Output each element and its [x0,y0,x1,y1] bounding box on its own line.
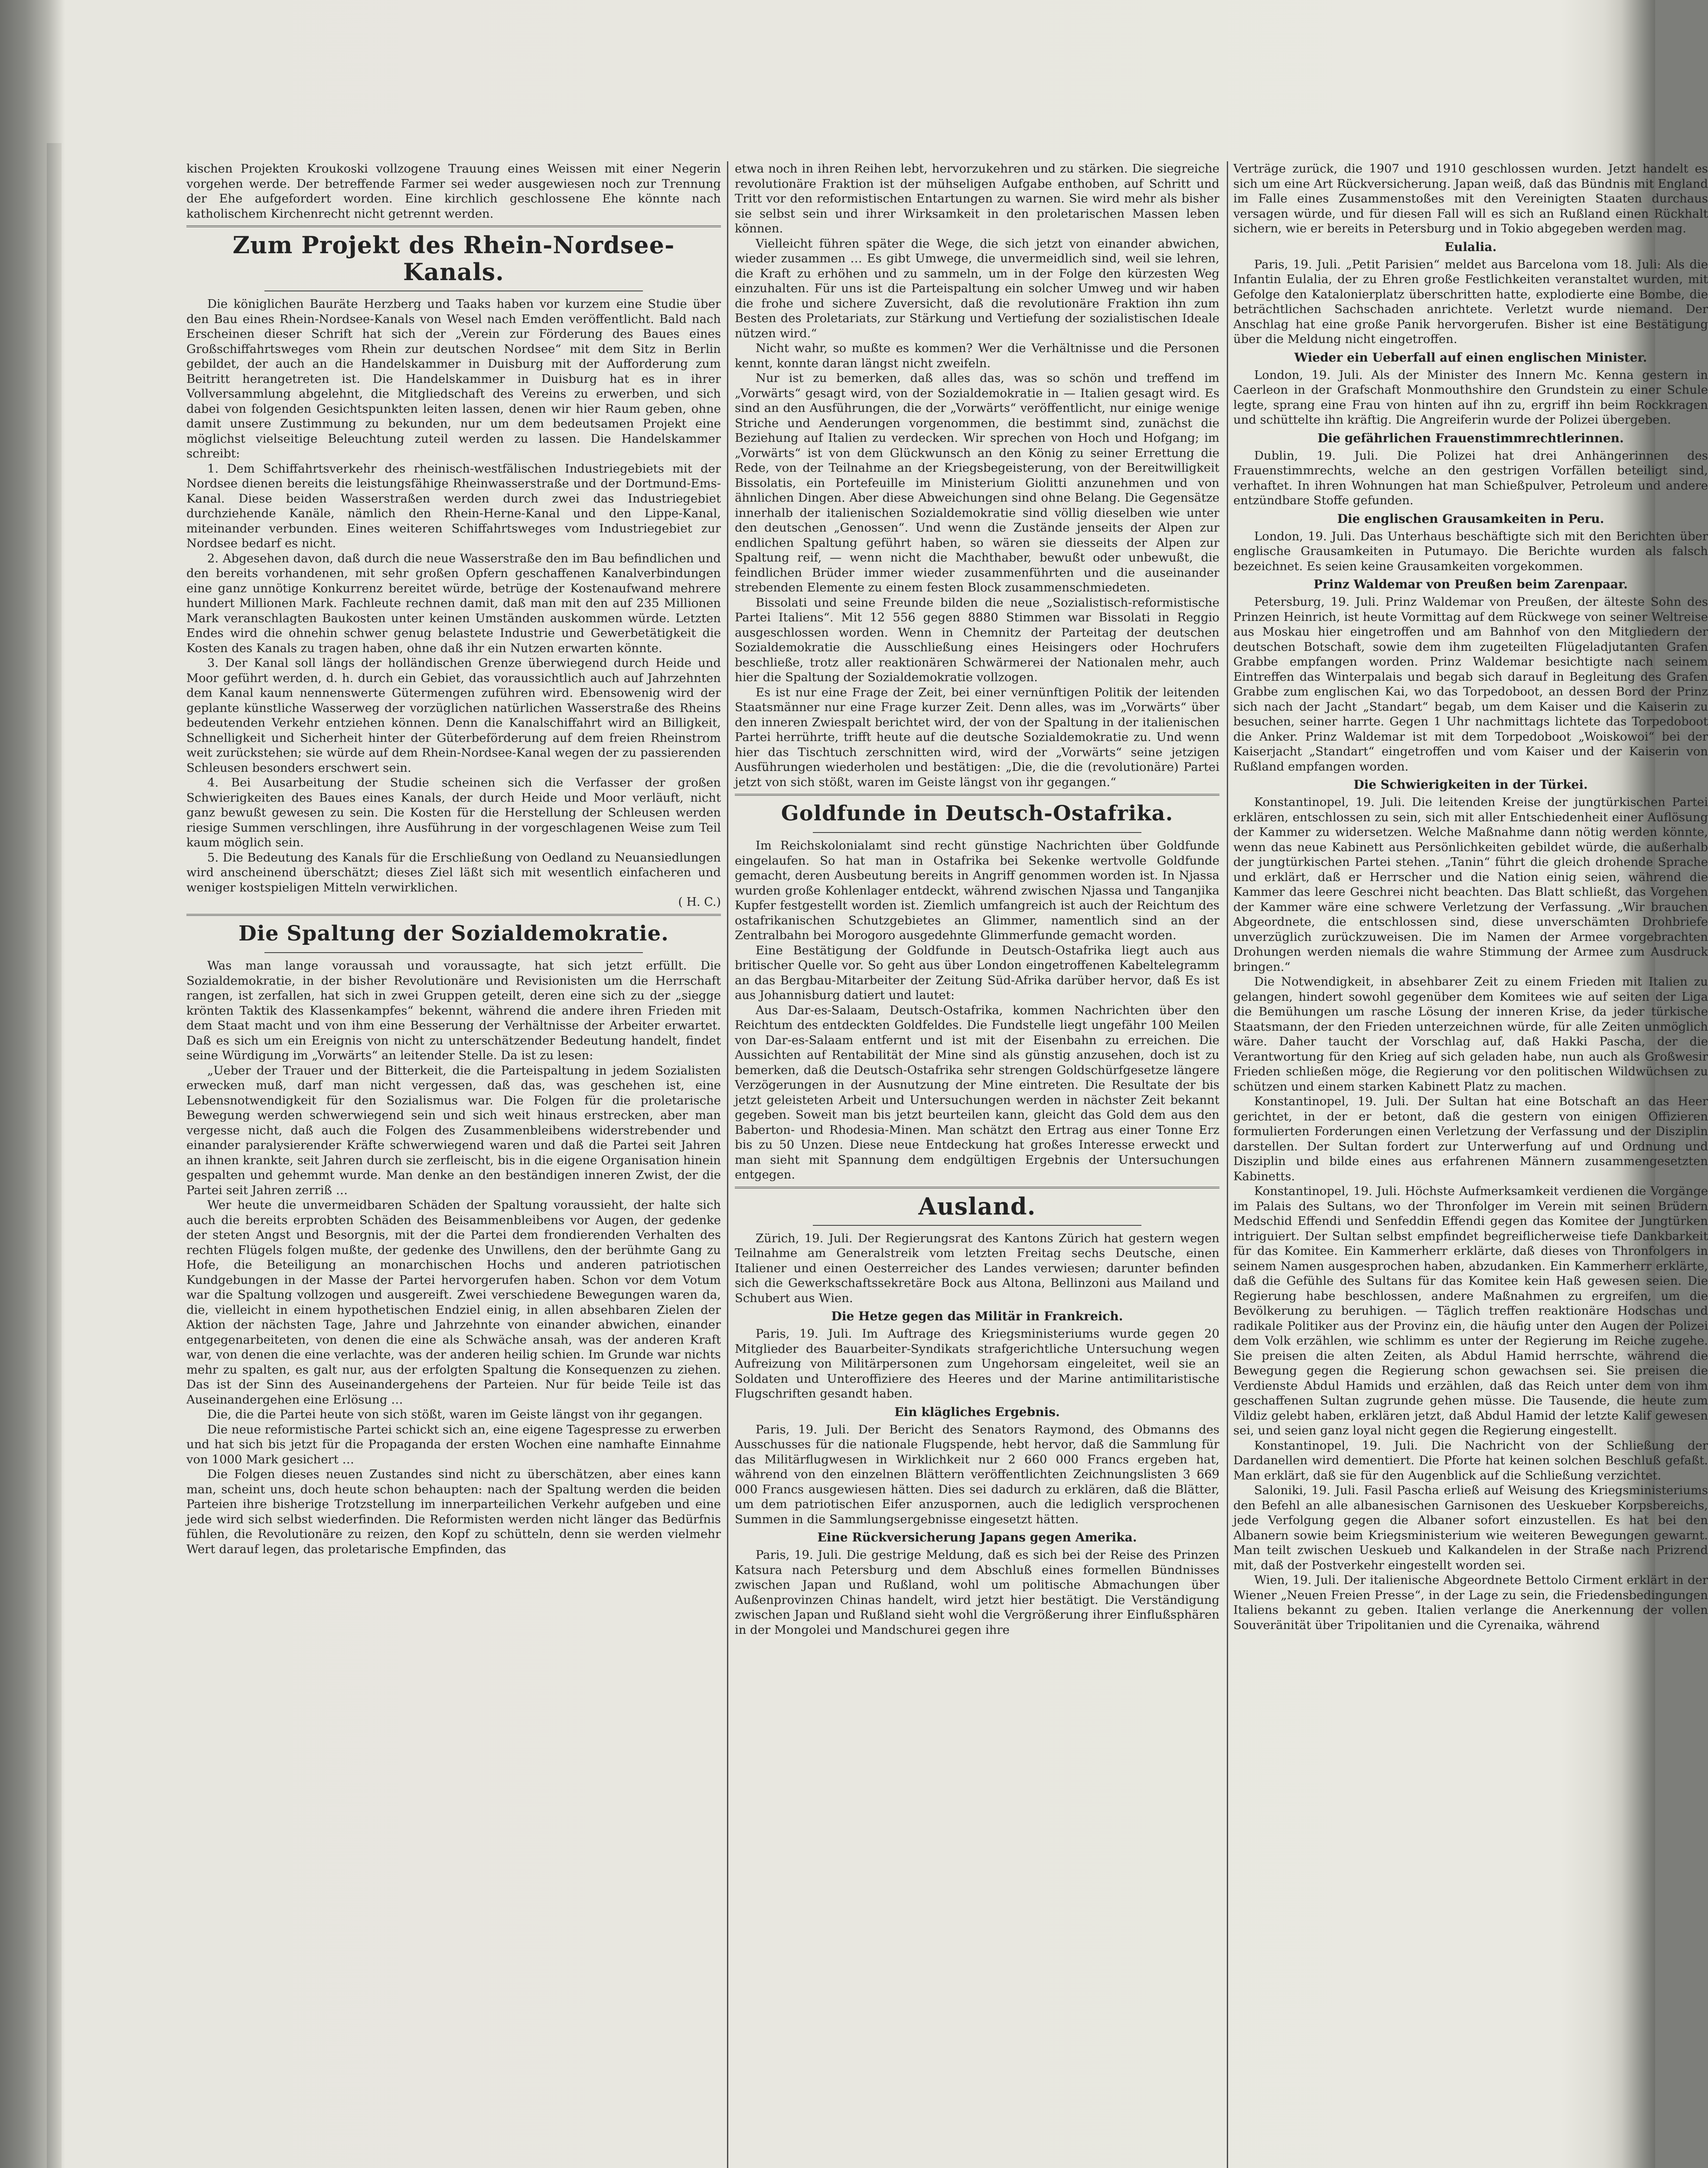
headline-goldfunde: Goldfunde in Deutsch-Ostafrika. [781,801,1173,826]
headline-ausland: Ausland. [918,1192,1036,1220]
paragraph: Paris, 19. Juli. Die gestrige Meldung, daß es sich bei der Reise des Prinzen Katsura nach Petersburg und dem Abschluß eines formellen Bündnisses zwischen Japan und Rußland, wohl um politische Abmachungen über Außenprovinzen Chinas handelt, wird jetzt hier bestätigt. Die Verständigung zwischen Japan und Rußland sieht wohl die Vergrößerung ihrer Einflußsphären in der Mongolei und Mandschurei gegen ihre [735,1548,1219,1637]
divider [813,832,1141,833]
column-3 [1233,161,1708,2168]
paragraph: Im Reichskolonialamt sind recht günstige Nachrichten über Goldfunde eingelaufen. So hat man in Ostafrika bei Sekenke wertvolle Goldfunde gemacht, deren Ausbeutung bereits in Angriff genommen worden ist. In Njassa wurden große Kohlenlager entdeckt, während zwischen Njassa und Tanganjika Kupfer festgestellt worden ist. Ziemlich umfangreich ist auch der Reichtum des ostafrikanischen Schutzgebietes an Glimmer, namentlich sind an der Zentralbahn bei Morogoro ausgedehnte Glimmerfunde gemacht worden. [735,839,1219,942]
paragraph: Nicht wahr, so mußte es kommen? Wer die Verhältnisse und die Personen kennt, konnte daran längst nicht zweifeln. [735,341,1219,370]
paragraph: 1. Dem Schiffahrtsverkehr des rheinisch-westfälischen Industriegebiets mit der Nordsee dienen bereits die leistungsfähige Rheinwasserstraße und der Dortmund-Ems-Kanal. Diese beiden Wasserstraßen werden durch zwei das Industriegebiet durchziehende Kanäle, nämlich den Rhein-Herne-Kanal und den Lippe-Kanal, miteinander verbunden. Eines weiteren Schiffahrtsweges vom Industriegebiet zur Nordsee bedarf es nicht. [186,461,721,550]
paragraph: Verträge zurück, die 1907 und 1910 geschlossen wurden. Jetzt handelt es sich um eine Art Rückversicherung. Japan weiß, daß das Bündnis mit England im Falle eines Zusammenstoßes mit den Vereinigten Staaten durchaus versagen würde, und für diesen Fall will es sich an Rußland einen Rückhalt sichern, wie er bereits in Petersburg und in Tokio abgegeben werden mag. [1233,162,1708,235]
subheading: Prinz Waldemar von Preußen beim Zarenpaar. [1314,577,1628,591]
paragraph: 3. Der Kanal soll längs der holländischen Grenze überwiegend durch Heide und Moor geführt werden, d. h. durch ein Gebiet, das voraussichtlich auch auf Jahrzehnten dem Kanal kaum nennenswerte Gütermengen zuführen wird. Ebensowenig wird der geplante künstliche Wasserweg der vorzüglichen natürlichen Wasserstraße des Rheins bedeutenden Verkehr entziehen können. Denn die Kanalschiffahrt wird an Billigkeit, Schnelligkeit und Sicherheit hinter der Güterbeförderung auf dem freien Rheinstrom weit zurückstehen; sie würde auf dem Rhein-Nordsee-Kanal wegen der zu passierenden Schleusen besonders erschwert sein. [186,656,721,775]
paragraph: Paris, 19. Juli. Im Auftrage des Kriegsministeriums wurde gegen 20 Mitglieder des Bauarbeiter-Syndikats strafgerichtliche Untersuchung wegen Aufreizung von Militärpersonen zum Ungehorsam eingeleitet, weil sie an Soldaten und Unteroffiziere des Heeres und der Marine antimilitaristische Flugschriften gesandt haben. [735,1327,1219,1401]
paragraph: Wer heute die unvermeidbaren Schäden der Spaltung voraussieht, der halte sich auch die bereits erprobten Schäden des Beisammenbleibens vor Augen, der gedenke der steten Angst und Besorgnis, mit der die Partei dem frondierenden Verhalten des rechten Flügels folgen mußte, der gedenke des Unwillens, den der berühmte Gang zu Hofe, die Beteiligung an monarchischen Hochs und anderen patriotischen Kundgebungen in der Masse der Partei hervorgerufen haben. Schon vor dem Votum war die Spaltung vollzogen und ausgereift. Zwei verschiedene Bewegungen waren da, die, vielleicht in einem hypothetischen Endziel einig, in allen absehbaren Zielen der Aktion der nächsten Tage, Jahre und Jahrzehnte von einander abwichen, einander entgegenarbeiteten, von denen die eine als Schwäche ansah, was der anderen Kraft war, von denen die eine verlachte, was der anderen heilig schien. Im Grunde war nichts mehr zu spalten, es galt nur, aus der erfolgten Spaltung die Konsequenzen zu ziehen. Das ist der Sinn des Auseinandergehens der Parteien. Nur für beide Teile ist das Auseinandergehen eine Erlösung … [186,1198,721,1407]
paragraph: Konstantinopel, 19. Juli. Die Nachricht von der Schließung der Dardanellen wird dementiert. Die Pforte hat keinen solchen Beschluß gefaßt. Man erklärt, daß sie für den Augenblick auf die Schließung verzichtet. [1233,1438,1708,1482]
paragraph: Die, die die Partei heute von sich stößt, waren im Geiste längst von ihr gegangen. [207,1407,703,1421]
paragraph: Konstantinopel, 19. Juli. Höchste Aufmerksamkeit verdienen die Vorgänge im Palais des Sultans, wo der Thronfolger im Verein mit seinen Brüdern Medschid Effendi und Senfeddin Effendi gegen das Komitee der Jungtürken intriguiert. Der Sultan selbst empfindet begreiflicherweise tiefe Dankbarkeit für das Komitee. Ein Kammerherr erklärte, daß dieses von Thronfolgers in seinem Namen ausgesprochen haben, abzudanken. Ein Kammerherr erklärte, daß die Gefühle des Sultans für das Komitee kein Haß gewesen seien. Die Regierung habe beschlossen, andere Maßnahmen zu ergreifen, um die Bevölkerung zu beruhigen. — Täglich treffen reaktionäre Hodschas und radikale Politiker aus der Provinz ein, die häufig unter den Augen der Polizei dem Volk erzählen, wie schlimm es unter der Regierung im Reiche zugehe. Sie preisen die alten Zeiten, als Abdul Hamid herrschte, während die Bewegung gegen die Regierung schon gewachsen sei. Sie preisen die Verdienste Abdul Hamids und erzählen, daß das Reich unter dem von ihm geschaffenen Sultan zugrunde gehen müsse. Die Tausende, die heute zum Vildiz gelebt haben, erklären jetzt, daß Abdul Hamid der letzte Kalif gewesen sei, und seien ganz loyal nicht gegen die Regierung eingestellt. [1233,1184,1708,1437]
subheading: Die gefährlichen Frauenstimmrechtlerinnen. [1317,431,1624,445]
paragraph: Petersburg, 19. Juli. Prinz Waldemar von Preußen, der älteste Sohn des Prinzen Heinrich, ist heute Vormittag auf dem Rückwege von seiner Weltreise aus Moskau hier eingetroffen und am Bahnhof von den Mitgliedern der deutschen Botschaft, sowie dem ihm zugeteilten Flügeladjutanten Grafen Grabbe empfangen worden. Prinz Waldemar besichtigte nach seinem Eintreffen das Winterpalais und begab sich darauf in Begleitung des Grafen Grabbe zum englischen Kai, wo das Torpedoboot, an dessen Bord der Prinz sich nach der Jacht „Standart“ begab, um dem Kaiser und die Kaiserin zu besuchen, seiner harrte. Gegen 1 Uhr nachmittags lichtete das Torpedoboot die Anker. Prinz Waldemar ist mit dem Torpedoboot „Woiskowoi“ bei der Kaiserjacht „Standart“ eingetroffen und vom Kaiser und der Kaiserin von Rußland empfangen worden. [1233,595,1708,774]
paragraph: 4. Bei Ausarbeitung der Studie scheinen sich die Verfasser der großen Schwierigkeiten des Baues eines Kanals, der durch Heide und Moor verläuft, nicht ganz bewußt gewesen zu sein. Die Kosten für die Herstellung der Schleusen werden riesige Summen verschlingen, ihre Ausführung in der vorgeschlagenen Weise zum Teil kaum möglich sein. [186,776,721,849]
paragraph: Die Folgen dieses neuen Zustandes sind nicht zu überschätzen, aber eines kann man, scheint uns, doch heute schon behaupten: nach der Spaltung werden die beiden Parteien ihre bisherige Trotzstellung im innerparteilichen Verkehr aufgeben und eine jede wird sich selbst wiederfinden. Die Reformisten werden nicht länger das Bedürfnis fühlen, die Revolutionäre zu reizen, den Kopf zu schütteln, denn sie werden vielmehr Wert darauf legen, das proletarische Empfinden, das [186,1467,721,1556]
article-signature: ( H. C.) [678,895,721,909]
column-rule [727,161,728,2168]
paragraph: Es ist nur eine Frage der Zeit, bei einer vernünftigen Politik der leitenden Staatsmänner nur eine Frage kurzer Zeit. Denn alles, was im „Vorwärts“ über den inneren Zwiespalt berichtet wird, der von der Spaltung in der italienischen Partei herrührte, trifft heute auf die deutsche Sozialdemokratie zu. Und wenn hier das Tischtuch zerschnitten wird, wird der „Vorwärts“ seine jetzigen Ausführungen wiederholen und bestätigen: „Die, die die (revolutionäre) Partei jetzt von sich stößt, waren im Geiste längst von ihr gegangen.“ [735,685,1219,789]
subheading: Eulalia. [1444,239,1497,254]
column-rule [1227,161,1228,2168]
column-2 [735,161,1219,2168]
paragraph: Dublin, 19. Juli. Die Polizei hat drei Anhängerinnen des Frauenstimmrechts, welche an den gestrigen Vorfällen beteiligt sind, verhaftet. In ihren Wohnungen hat man Schießpulver, Petroleum und andere entzündbare Stoffe gefunden. [1233,448,1708,507]
intro-paragraph: kischen Projekten Kroukoski vollzogene Trauung eines Weissen mit einer Negerin vorgehen werde. Der betreffende Farmer sei weder ausgewiesen noch zur Trennung der Ehe aufgefordert worden. Eine kirchlich geschlossene Ehe könnte nach katholischem Kirchenrecht nicht getrennt werden. [186,162,721,221]
paragraph: 5. Die Bedeutung des Kanals für die Erschließung von Oedland zu Neuansiedlungen wird anscheinend überschätzt; dieses Ziel läßt sich mit wesentlich einfacheren und weniger kostspieligen Mitteln verwirklichen. [186,850,721,895]
headline-rhein-nordsee: Zum Projekt des Rhein-Nordsee-Kanals. [232,231,675,286]
paragraph: Eine Bestätigung der Goldfunde in Deutsch-Ostafrika liegt auch aus britischer Quelle vor. So geht aus über London eingetroffenen Kabeltelegramm an das Bergbau-Mitarbeiter der Zeitung Süd-Afrika darüber hervor, daß Es ist aus Johannisburg datiert und lautet: [735,943,1219,1002]
paragraph: Bissolati und seine Freunde bilden die neue „Sozialistisch-reformistische Partei Italiens“. Mit 12 556 gegen 8880 Stimmen war Bissolati in Reggio ausgeschlossen worden. Wenn in Chemnitz der Parteitag der deutschen Sozialdemokratie die Ausschließung eines Heisingers oder Hochrufers beschließe, trotz aller reaktionären Schwärmerei der Nationalen mehr, auch hier die Spaltung der Sozialdemokratie vollzogen. [735,595,1219,684]
subheading: Wieder ein Ueberfall auf einen englischen Minister. [1294,350,1647,365]
subheading: Die Hetze gegen das Militär in Frankreich. [831,1309,1123,1323]
paragraph: London, 19. Juli. Als der Minister des Innern Mc. Kenna gestern in Caerleon in der Grafschaft Monmouthshire den Grundstein zu einer Schule legte, sprang eine Frau von hinten auf ihn zu, ergriff ihn beim Rockkragen und schüttelte ihn kräftig. Die Angreiferin wurde der Polizei übergeben. [1233,368,1708,427]
paragraph: Nur ist zu bemerken, daß alles das, was so schön und treffend im „Vorwärts“ gesagt wird, von der Sozialdemokratie in — Italien gesagt wird. Es sind an den Ausführungen, die der „Vorwärts“ veröffentlicht, nur einige wenige Striche und Aenderungen vorgenommen, die bestimmt sind, zunächst die Beziehung auf Italien zu verdecken. Wir sprechen von Hoch und Hofgang; im „Vorwärts“ ist von dem Glückwunsch an den König zu seiner Errettung die Rede, von der Teilnahme an der Kriegsbegeisterung, von der Bereitwilligkeit Bissolatis, ein Portefeuille im Ministerium Giolitti anzunehmen und von ähnlichen Dingen. Aber diese Abweichungen sind ohne Belang. Die Gegensätze innerhalb der italienischen Sozialdemokratie sind völlig dieselben wie unter den deutschen „Genossen“. Und wenn die Zustände jenseits der Alpen zur endlichen Spaltung geführt haben, so wären sie diesseits der Alpen zur Spaltung reif, — wenn nicht die Machthaber, bewußt oder unbewußt, die feindlichen Brüder immer wieder zusammenführten und die auseinander strebenden Elemente zu einem festen Block zusammenschmiedeten. [735,371,1219,594]
paragraph: Paris, 19. Juli. „Petit Parisien“ meldet aus Barcelona vom 18. Juli: Als die Infantin Eulalia, der zu Ehren große Festlichkeiten veranstaltet wurden, mit Gefolge den Katalonierplatz überschritten hatte, explodierte eine Bombe, die beträchtlichen Sachschaden anrichtete. Verletzt wurde niemand. Der Anschlag hat eine große Panik hervorgerufen. Bisher ist eine Bestätigung über die Meldung nicht eingetroffen. [1233,257,1708,346]
subheading: Eine Rückversicherung Japans gegen Amerika. [817,1530,1137,1544]
subheading: Die Schwierigkeiten in der Türkei. [1353,777,1588,792]
section-divider [735,794,1219,796]
paragraph: 2. Abgesehen davon, daß durch die neue Wasserstraße den im Bau befindlichen und den bereits vorhandenen, mit sehr großen Opfern geschaffenen Kanalverbindungen eine ganz unnötige Konkurrenz bereitet würde, betrüge der Kostenaufwand mehrere hundert Millionen Mark. Fachleute rechnen damit, daß man mit den auf 235 Millionen Mark veranschlagten Baukosten unter keinen Umständen auskommen würde. Letzten Endes wird die ohnehin schwer genug belastete Industrie und Gewerbetätigkeit die Kosten des Kanals zu tragen haben, ohne daß ihr ein Nutzen erwarten könnte. [186,551,721,655]
subheading: Die englischen Grausamkeiten in Peru. [1337,511,1604,526]
paragraph: Saloniki, 19. Juli. Fasil Pascha erließ auf Weisung des Kriegsministeriums den Befehl an alle albanesischen Garnisonen des Ueskueber Korpsbereichs, jede Verfolgung gegen die Albaner sofort einzustellen. Es hat bei den Albanern sowie beim Kriegsministerium wie weiteren Bewegungen gewarnt. Man teilt zwischen Ueskueb und Kalkandelen in der Straße nach Prizrend mit, daß der Postverkehr eingestellt worden sei. [1233,1483,1708,1572]
paragraph: etwa noch in ihren Reihen lebt, hervorzukehren und zu stärken. Die siegreiche revolutionäre Fraktion ist der mühseligen Aufgabe enthoben, auf Schritt und Tritt vor den reformistischen Entartungen zu warnen. Sie wird mehr als bisher sie selbst sein und ihrer Wirksamkeit in den proletarischen Massen leben können. [735,162,1219,235]
paragraph: Vielleicht führen später die Wege, die sich jetzt von einander abwichen, wieder zusammen … Es gibt Umwege, die unvermeidlich sind, weil sie lehren, die Kraft zu erhöhen und zu sammeln, um in der Folge den kürzesten Weg einzuhalten. Für uns ist die Parteispaltung ein solcher Umweg und wir haben die frohe und sichere Zuversicht, daß die revolutionäre Fraktion ihn zum Besten des Proletariats, zur Stärkung und Vertiefung der sozialistischen Ideale nützen wird.“ [735,236,1219,340]
paragraph: Die Notwendigkeit, in absehbarer Zeit zu einem Frieden mit Italien zu gelangen, hindert sowohl gegenüber dem Komitees wie auf seiten der Liga die Bemühungen um rasche Lösung der inneren Krise, da jeder türkische Staatsmann, der den Frieden unterzeichnen würde, für alle Zeiten unmöglich wäre. Daher taucht der Vorschlag auf, daß Hakki Pascha, der die Verantwortung für den Krieg auf sich geladen habe, nun auch als Großwesir Frieden schließen möge, die Regierung vor den politischen Wildwüchsen zu schützen und einem starken Kabinett Platz zu machen. [1233,975,1708,1094]
paragraph: Aus Dar-es-Salaam, Deutsch-Ostafrika, kommen Nachrichten über den Reichtum des entdeckten Goldfeldes. Die Fundstelle liegt ungefähr 100 Meilen von Dar-es-Salaam entfernt und ist mit der Eisenbahn zu erreichen. Die Aussichten auf Rentabilität der Mine sind als günstig anzusehen, doch ist zu bemerken, daß die Deutsch-Ostafrika sehr strengen Goldschürfgesetze längere Verzögerungen in der Ausnutzung der Mine eintreten. Die Resultate der bis jetzt geleisteten Arbeit und Untersuchungen werden in nächster Zeit bekannt gegeben. Soweit man bis jetzt beurteilen kann, gleicht das Gold dem aus den Baberton- und Rhodesia-Minen. Man schätzt den Ertrag aus einer Tonne Erz bis zu 50 Unzen. Diese neue Entdeckung hat großes Interesse erweckt und man sieht mit Spannung dem endgültigen Ergebnis der Untersuchungen entgegen. [735,1003,1219,1182]
paragraph: London, 19. Juli. Das Unterhaus beschäftigte sich mit den Berichten über englische Grausamkeiten in Putumayo. Die Berichte wurden als falsch bezeichnet. Es seien keine Grausamkeiten vorgekommen. [1233,529,1708,573]
paragraph: Paris, 19. Juli. Der Bericht des Senators Raymond, des Obmanns des Ausschusses für die nationale Flugspende, hebt hervor, daß die Sammlung für das Militärflugwesen in Wirklichkeit nur 2 660 000 Francs ergeben hat, während von den einzelnen Blättern veröffentlichten Zeichnungslisten 3 669 000 Francs ausgewiesen hätten. Dies sei dadurch zu erklären, daß die Blätter, um dem patriotischen Eifer anzuspornen, auch die lediglich versprochenen Summen in die Sammlungsergebnisse eingesetzt hätten. [735,1422,1219,1526]
divider [813,1225,1141,1226]
paragraph: „Ueber der Trauer und der Bitterkeit, die die Parteispaltung in jedem Sozialisten erwecken muß, darf man nicht vergessen, daß das, was geschehen ist, eine Lebensnotwendigkeit für den Sozialismus war. Die Folgen für die proletarische Bewegung werden schwerwiegend sein und sich weit hinaus erstrecken, aber man vergesse nicht, daß auch die Folgen des Zusammenbleibens widerstrebender und einander paralysierender Kräfte schwerwiegend waren und daß die Partei seit Jahren an ihnen krankte, seit Jahren durch sie zerfleischt, bis in die eigene Organisation hinein gespalten und gehemmt wurde. Man denke an den beständigen inneren Zwist, der die Partei seit Jahren zerriß … [186,1063,721,1197]
paragraph: Die neue reformistische Partei schickt sich an, eine eigene Tagespresse zu erwerben und hat sich bis jetzt für die Propaganda der ersten Wochen eine namhafte Einnahme von 1000 Mark gesichert … [186,1422,721,1466]
column-1 [186,161,721,2168]
section-divider [186,914,721,916]
paragraph: Wien, 19. Juli. Der italienische Abgeordnete Bettolo Cirment erklärt in der Wiener „Neuen Freien Presse“, in der Lage zu sein, die Friedensbedingungen Italiens bekannt zu geben. Italien verlange die Anerkennung der vollen Souveränität über Tripolitanien und die Cyrenaika, während [1233,1573,1708,1632]
section-divider [186,225,721,227]
paragraph: Die königlichen Bauräte Herzberg und Taaks haben vor kurzem eine Studie über den Bau eines Rhein-Nordsee-Kanals von Wesel nach Emden veröffentlicht. Bald nach Erscheinen dieser Schrift hat sich der „Verein zur Förderung des Baues eines Großschiffahrtsweges vom Rhein zur deutschen Nordsee“ mit dem Sitz in Berlin gebildet, der auch an die Handelskammer in Duisburg mit der Aufforderung zum Beitritt herangetreten ist. Die Handelskammer in Duisburg hat es in ihrer Vollversammlung abgelehnt, die Mitgliedschaft des Vereins zu erwerben, und sich dabei von folgenden Gesichtspunkten leiten lassen, denen wir hier Raum geben, ohne damit unsere Zustimmung zu bekunden, nur um dem bedeutsamen Projekt eine möglichst vielseitige Beleuchtung zuteil werden zu lassen. Die Handelskammer schreibt: [186,297,721,460]
page-edge [47,143,62,2168]
subheading: Ein klägliches Ergebnis. [894,1404,1060,1419]
paragraph: Was man lange voraussah und voraussagte, hat sich jetzt erfüllt. Die Sozialdemokratie, in der bisher Revolutionäre und Revisionisten um die Herrschaft rangen, ist zerfallen, hat sich in zwei Gruppen geteilt, deren eine sich zu der „siegge krönten Taktik des Klassenkampfes“ bekennt, während die andere ihren Frieden mit dem Staat macht und von ihm eine Besserung der Verhältnisse der Arbeiter erwartet. Daß es sich um ein Ereignis von nicht zu unterschätzender Bedeutung handelt, findet seine Würdigung im „Vorwärts“ an leitender Stelle. Da ist zu lesen: [186,959,721,1062]
section-divider [735,1187,1219,1188]
paragraph: Konstantinopel, 19. Juli. Die leitenden Kreise der jungtürkischen Partei erklären, entschlossen zu sein, sich mit aller Entschiedenheit einer Auflösung der Kammer zu widersetzen. Welche Maßnahme dann nötig werden könnte, wenn das neue Kabinett aus Persönlichkeiten gebildet würde, die außerhalb der jungtürkischen Partei stehen. „Tanin“ führt die gleich drohende Sprache und erklärt, daß er Herrscher und die Nation einig seien, während die Kammer das leere Geschrei nicht beachten. Das Blatt schließt, das Vorgehen der Kammer wäre eine schwere Verletzung der Verfassung. „Wir brauchen Abgeordnete, die entschlossen sind, diese unverschämten Drohbriefe unverzüglich zurückzuweisen. Die im Namen der Armee vorgebrachten Drohungen werden niemals die wahre Stimmung der Armee zum Ausdruck bringen.“ [1233,795,1708,974]
paragraph: Konstantinopel, 19. Juli. Der Sultan hat eine Botschaft an das Heer gerichtet, in der er betont, daß die gestern von einigen Offizieren formulierten Forderungen einen Verletzung der Verfassung und der Disziplin darstellen. Der Sultan fordert zur Unterwerfung auf und Ordnung und Disziplin und bilde eines aus erfahrenen Männern zusammengesetzten Kabinetts. [1233,1094,1708,1183]
headline-spaltung: Die Spaltung der Sozialdemokratie. [238,921,669,946]
paragraph: Zürich, 19. Juli. Der Regierungsrat des Kantons Zürich hat gestern wegen Teilnahme am Generalstreik vom letzten Freitag sechs Deutsche, einen Italiener und einen Oesterreicher des Landes verwiesen; darunter befinden sich die Gewerkschaftssekretäre Bock aus Altona, Bellinzoni aus Mailand und Schubert aus Wien. [735,1231,1219,1305]
divider [264,952,643,953]
newspaper-page [62,139,1708,2168]
